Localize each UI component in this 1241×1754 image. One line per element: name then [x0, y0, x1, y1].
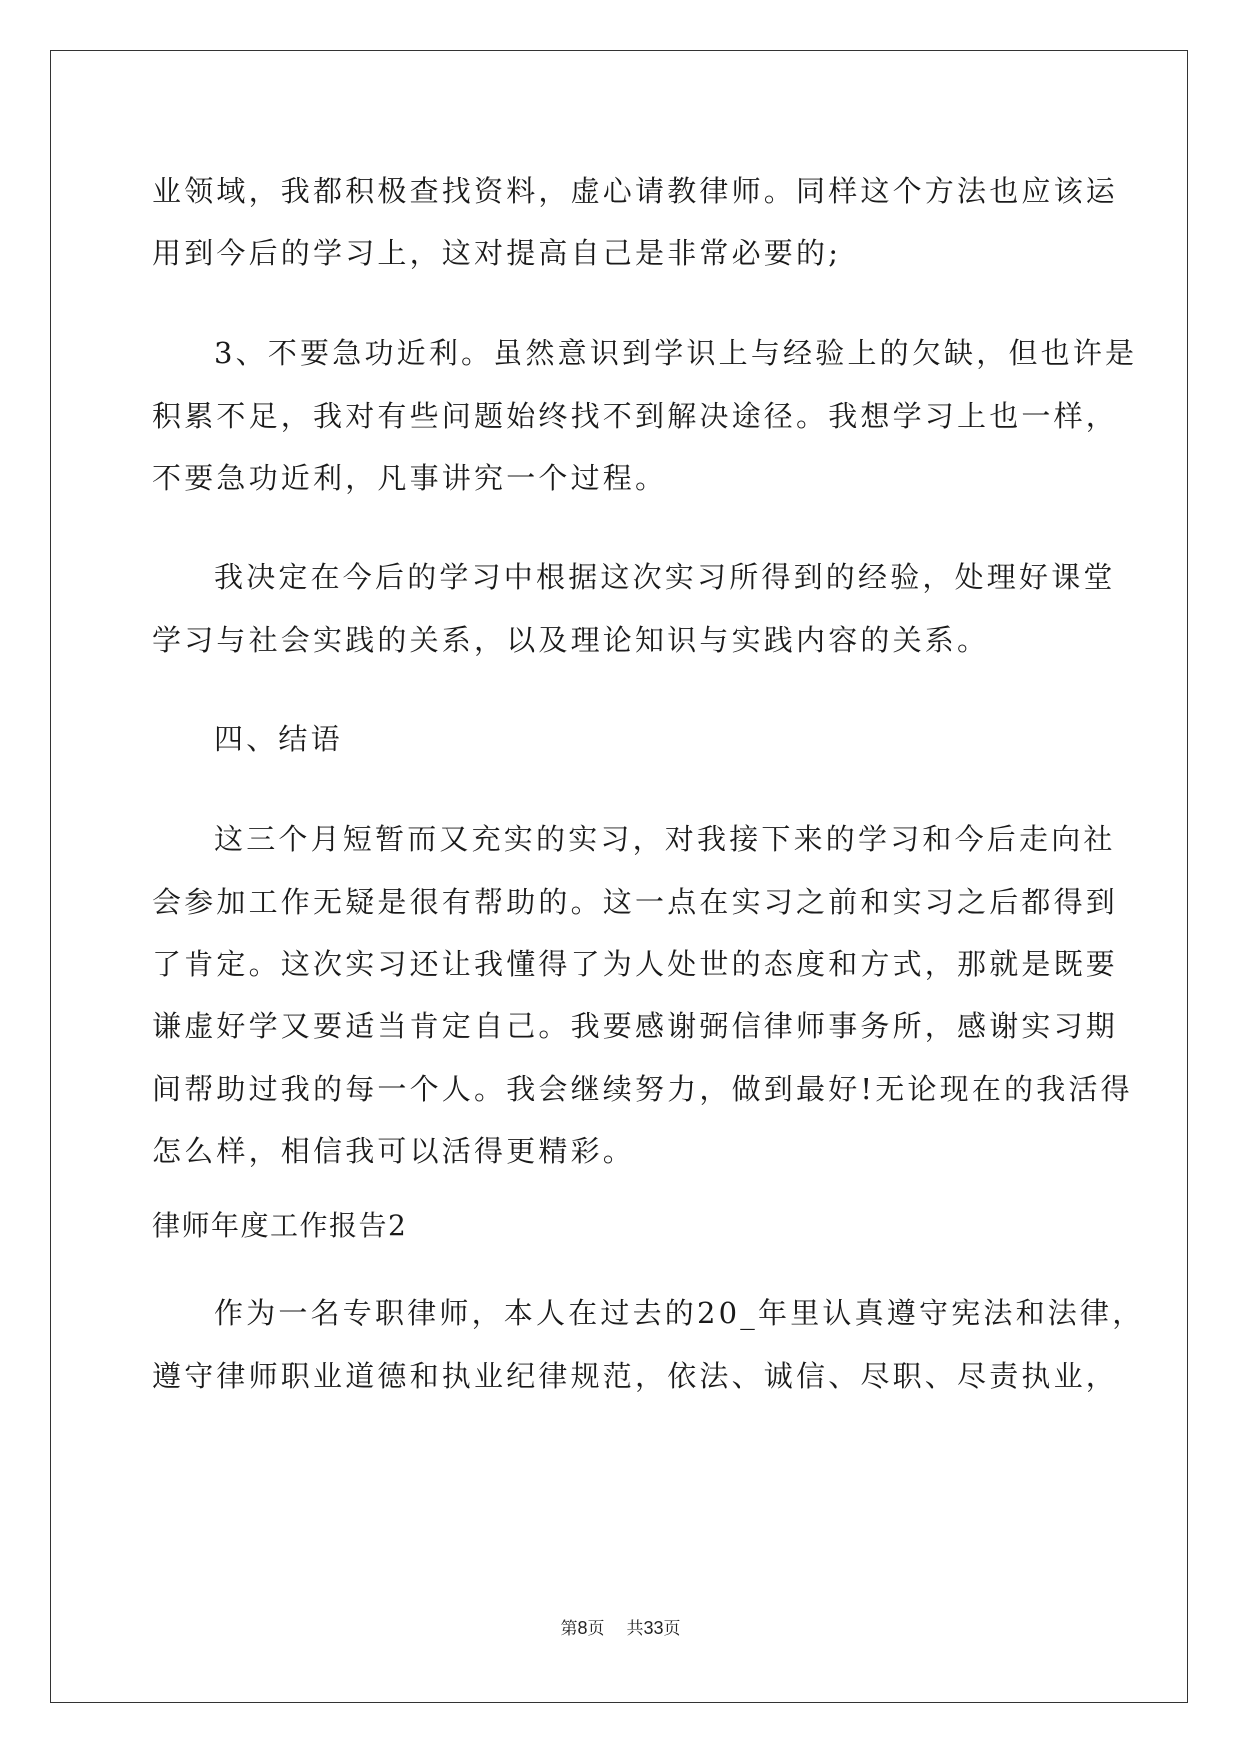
body-line-11: 了肯定。这次实习还让我懂得了为人处世的态度和方式，那就是既要: [152, 947, 1119, 981]
body-line-17: 遵守律师职业道德和执业纪律规范，依法、诚信、尽职、尽责执业，: [152, 1359, 1119, 1393]
body-line-16: 作为一名专职律师，本人在过去的20_年里认真遵守宪法和法律，: [214, 1296, 1145, 1330]
body-line-4: 积累不足，我对有些问题始终找不到解决途径。我想学习上也一样，: [152, 399, 1119, 433]
body-line-2: 用到今后的学习上，这对提高自己是非常必要的;: [152, 236, 842, 270]
page-footer: [0, 1614, 1241, 1639]
body-line-3: 3、不要急功近利。虽然意识到学识上与经验上的欠缺，但也许是: [214, 336, 1138, 370]
body-line-12: 谦虚好学又要适当肯定自己。我要感谢弼信律师事务所，感谢实习期: [152, 1009, 1119, 1043]
page-number: 8: [577, 1618, 588, 1638]
total-suffix: 页: [663, 1619, 681, 1639]
total-prefix: 共: [626, 1619, 644, 1639]
total-pages: 33: [643, 1618, 664, 1638]
section-heading-conclusion: 四、结语: [214, 722, 343, 756]
body-line-10: 会参加工作无疑是很有帮助的。这一点在实习之前和实习之后都得到: [152, 885, 1119, 919]
body-line-5: 不要急功近利，凡事讲究一个过程。: [152, 461, 668, 495]
body-line-1: 业领域，我都积极查找资料，虚心请教律师。同样这个方法也应该运: [152, 174, 1119, 208]
report-title-2: 律师年度工作报告2: [152, 1209, 408, 1242]
page-suffix: 页: [587, 1619, 605, 1639]
body-line-7: 学习与社会实践的关系，以及理论知识与实践内容的关系。: [152, 623, 990, 657]
body-line-14: 怎么样，相信我可以活得更精彩。: [152, 1134, 636, 1168]
page-border: [50, 50, 1188, 1703]
page-prefix: 第: [560, 1619, 578, 1639]
body-line-6: 我决定在今后的学习中根据这次实习所得到的经验，处理好课堂: [214, 560, 1116, 594]
body-line-9: 这三个月短暂而又充实的实习，对我接下来的学习和今后走向社: [214, 822, 1116, 856]
body-line-13: 间帮助过我的每一个人。我会继续努力，做到最好!无论现在的我活得: [152, 1072, 1133, 1106]
